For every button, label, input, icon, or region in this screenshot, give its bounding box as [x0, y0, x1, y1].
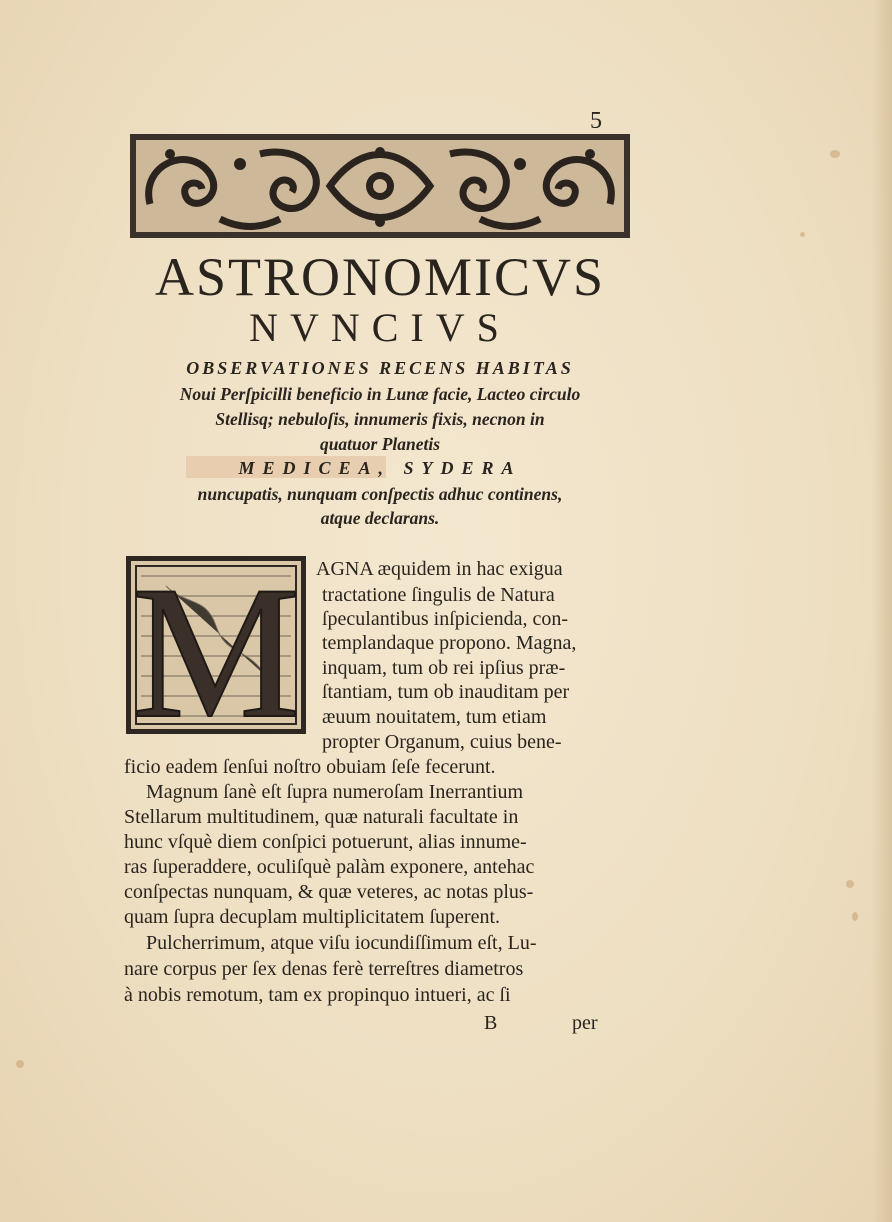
drop-capital-letter: M — [131, 556, 301, 734]
subtitle-line: atque declarans. — [320, 508, 440, 528]
text-line: Magnum ſanè eſt ſupra numeroſam Inerrantium — [146, 781, 524, 803]
subtitle-line: quatuor Planetis — [319, 434, 441, 454]
foxing-spot — [830, 150, 840, 158]
catchword: per — [572, 1012, 598, 1034]
text-line: nare corpus per ſex denas ferè terreſtres diametros — [124, 958, 524, 980]
text-line: Pulcherrimum, atque viſu iocundiſſimum eſt, Lu- — [146, 932, 537, 954]
title-astronomicus: ASTRONOMICVS — [154, 247, 606, 307]
foxing-spot — [16, 1060, 24, 1068]
foxing-spot — [846, 880, 854, 888]
foxing-spot — [852, 912, 858, 921]
subtitle-line: OBSERVATIONES RECENS HABITAS — [186, 358, 574, 378]
text-line: conſpectas nunquam, & quæ veteres, ac notas plus- — [124, 881, 534, 903]
text-line: ſtantiam, tum ob inauditam per — [322, 681, 570, 703]
text-line: quam ſupra decuplam multiplicitatem ſuperent. — [124, 906, 500, 928]
text-line: à nobis remotum, tam ex propinquo intueri, ac ſi — [124, 984, 511, 1006]
subtitle-line: Stellisq; nebuloſis, innumeris fixis, necnon in — [215, 409, 545, 429]
drop-capital-m — [126, 556, 306, 734]
text-line: ficio eadem ſenſui noſtro obuiam ſeſe fecerunt. — [124, 756, 496, 778]
text-line: inquam, tum ob rei ipſius præ- — [322, 657, 566, 679]
text-line: templandaque propono. Magna, — [322, 632, 577, 654]
text-line: ſpeculantibus inſpicienda, con- — [322, 608, 569, 630]
signature-mark: B — [484, 1012, 498, 1034]
subtitle-line: nuncupatis, nunquam conſpectis adhuc continens, — [197, 484, 563, 504]
text-line: AGNA æquidem in hac exigua — [316, 558, 563, 580]
title-nuncius: NVNCIVS — [249, 305, 511, 350]
text-line: ras ſuperaddere, oculiſquè palàm exponere, antehac — [124, 856, 535, 878]
foxing-spot — [800, 232, 805, 237]
text-line: propter Organum, cuius bene- — [322, 731, 562, 753]
subtitle-line: Noui Perſpicilli beneficio in Lunæ facie, Lacteo circulo — [179, 384, 581, 404]
subtitle-line: MEDICEA, SYDERA — [238, 458, 522, 478]
headpiece-ornament — [130, 134, 630, 238]
text-line: Stellarum multitudinem, quæ naturali facultate in — [124, 806, 519, 828]
text-line: æuum nouitatem, tum etiam — [322, 706, 547, 728]
page-number: 5 — [590, 108, 602, 134]
text-line: tractatione ſingulis de Natura — [322, 584, 555, 606]
text-line: hunc vſquè diem conſpici potuerunt, alias innume- — [124, 831, 527, 853]
page-edge-shadow — [872, 0, 892, 1222]
